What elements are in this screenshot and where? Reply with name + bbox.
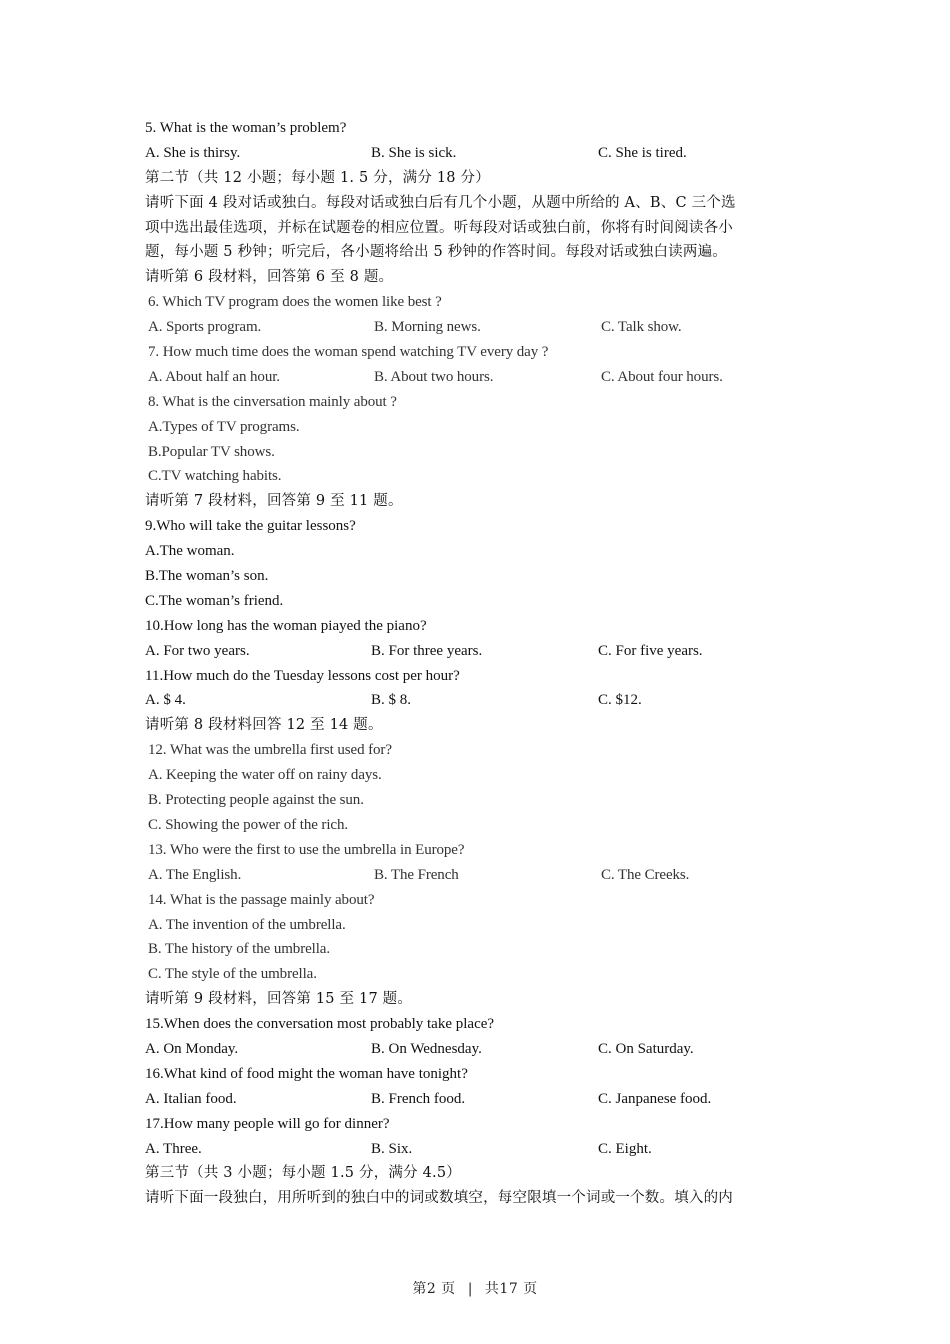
option-a: A. About half an hour. — [148, 368, 280, 385]
option-c: C. Janpanese food. — [598, 1090, 712, 1107]
option-b: B. Six. — [371, 1140, 413, 1157]
question-text: C. Showing the power of the rich. — [148, 816, 348, 833]
section-instruction: 第二节（共 12 小题；每小题 1. 5 分，满分 18 分） — [145, 169, 490, 186]
option-b: B. About two hours. — [374, 368, 494, 385]
section-instruction: 请听下面 4 段对话或独白。每段对话或独白后有几个小题，从题中所给的 A、B、C 三个选 — [145, 194, 736, 211]
option-a: A. Three. — [145, 1140, 202, 1157]
question-text: 6. Which TV program does the women like best ? — [148, 294, 442, 311]
question-text: 5. What is the woman’s problem? — [145, 120, 347, 136]
option-a: A. For two years. — [145, 642, 250, 659]
question-text: 13. Who were the first to use the umbrella in Europe? — [148, 841, 465, 858]
question-text: 8. What is the cinversation mainly about ? — [148, 393, 397, 410]
section-instruction: 项中选出最佳选项，并标在试题卷的相应位置。听每段对话或独白前，你将有时间阅读各小 — [145, 219, 733, 236]
question-text: 17.How many people will go for dinner? — [145, 1115, 390, 1132]
section-instruction: 请听第 8 段材料回答 12 至 14 题。 — [145, 717, 383, 734]
option-b: B. $ 8. — [371, 692, 412, 709]
answer-options — [145, 1087, 810, 1112]
option-a: A. $ 4. — [145, 692, 186, 709]
question-text: 16.What kind of food might the woman have tonight? — [145, 1065, 468, 1082]
option-a: A. On Monday. — [145, 1040, 239, 1057]
question-text: A. The invention of the umbrella. — [148, 916, 346, 933]
option-b: B. The French — [374, 866, 459, 883]
question-text: A.Types of TV programs. — [148, 418, 300, 435]
question-text: C.TV watching habits. — [148, 468, 282, 485]
question-text: B.Popular TV shows. — [148, 443, 275, 460]
option-c: C. About four hours. — [601, 368, 723, 385]
question-text: 15.When does the conversation most probably take place? — [145, 1016, 495, 1033]
footer-separator: | — [467, 1281, 473, 1297]
question-text: 9.Who will take the guitar lessons? — [145, 518, 356, 535]
option-b: B. Morning news. — [374, 319, 481, 336]
option-c: C. $12. — [598, 692, 642, 709]
question-text: B. The history of the umbrella. — [148, 941, 331, 958]
option-c: C. She is tired. — [598, 144, 687, 161]
option-b: B. For three years. — [371, 642, 483, 659]
question-text: B.The woman’s son. — [145, 568, 269, 585]
option-c: C. The Creeks. — [601, 866, 690, 883]
question-text: C.The woman’s friend. — [145, 592, 284, 609]
answer-options — [145, 1037, 810, 1062]
section-instruction: 请听下面一段独白，用所听到的独白中的词或数填空，每空限填一个词或一个数。填入的内 — [145, 1190, 733, 1207]
option-b: B. French food. — [371, 1090, 466, 1107]
option-c: C. On Saturday. — [598, 1040, 694, 1057]
question-text: 14. What is the passage mainly about? — [148, 891, 375, 908]
answer-options — [145, 315, 810, 340]
answer-options — [145, 1137, 810, 1162]
question-text: A.The woman. — [145, 543, 235, 560]
answer-options — [145, 365, 810, 390]
section-instruction: 请听第 6 段材料，回答第 6 至 8 题。 — [145, 269, 394, 286]
option-c: C. For five years. — [598, 642, 703, 659]
answer-options — [145, 863, 810, 888]
question-text: 10.How long has the woman piayed the piano? — [145, 617, 427, 634]
page-number: 第2 页 — [412, 1281, 456, 1297]
question-text: A. Keeping the water off on rainy days. — [148, 767, 382, 784]
option-b: B. On Wednesday. — [371, 1040, 482, 1057]
option-a: A. Italian food. — [145, 1090, 237, 1107]
answer-options — [145, 688, 810, 713]
page-footer — [0, 1278, 950, 1298]
question-text: C. The style of the umbrella. — [148, 966, 317, 983]
option-c: C. Talk show. — [601, 319, 682, 336]
section-instruction: 请听第 7 段材料，回答第 9 至 11 题。 — [145, 493, 403, 510]
section-instruction: 题，每小题 5 秒钟；听完后，各小题将给出 5 秒钟的作答时间。每段对话或独白读两遍。 — [145, 244, 727, 261]
answer-options — [145, 639, 810, 664]
question-text: 7. How much time does the woman spend watching TV every day ? — [148, 344, 549, 361]
option-a: A. The English. — [148, 866, 242, 883]
section-instruction: 第三节（共 3 小题；每小题 1.5 分，满分 4.5） — [145, 1165, 461, 1182]
section-instruction: 请听第 9 段材料，回答第 15 至 17 题。 — [145, 991, 413, 1008]
option-b: B. She is sick. — [371, 144, 457, 161]
page-total: 共17 页 — [484, 1281, 538, 1297]
answer-options — [145, 141, 810, 166]
option-a: A. Sports program. — [148, 319, 262, 336]
page-content — [145, 116, 810, 1211]
question-text: 11.How much do the Tuesday lessons cost per hour? — [145, 667, 460, 684]
question-text: B. Protecting people against the sun. — [148, 792, 364, 809]
option-c: C. Eight. — [598, 1140, 652, 1157]
option-a: A. She is thirsy. — [145, 144, 241, 161]
question-text: 12. What was the umbrella first used for? — [148, 742, 392, 759]
